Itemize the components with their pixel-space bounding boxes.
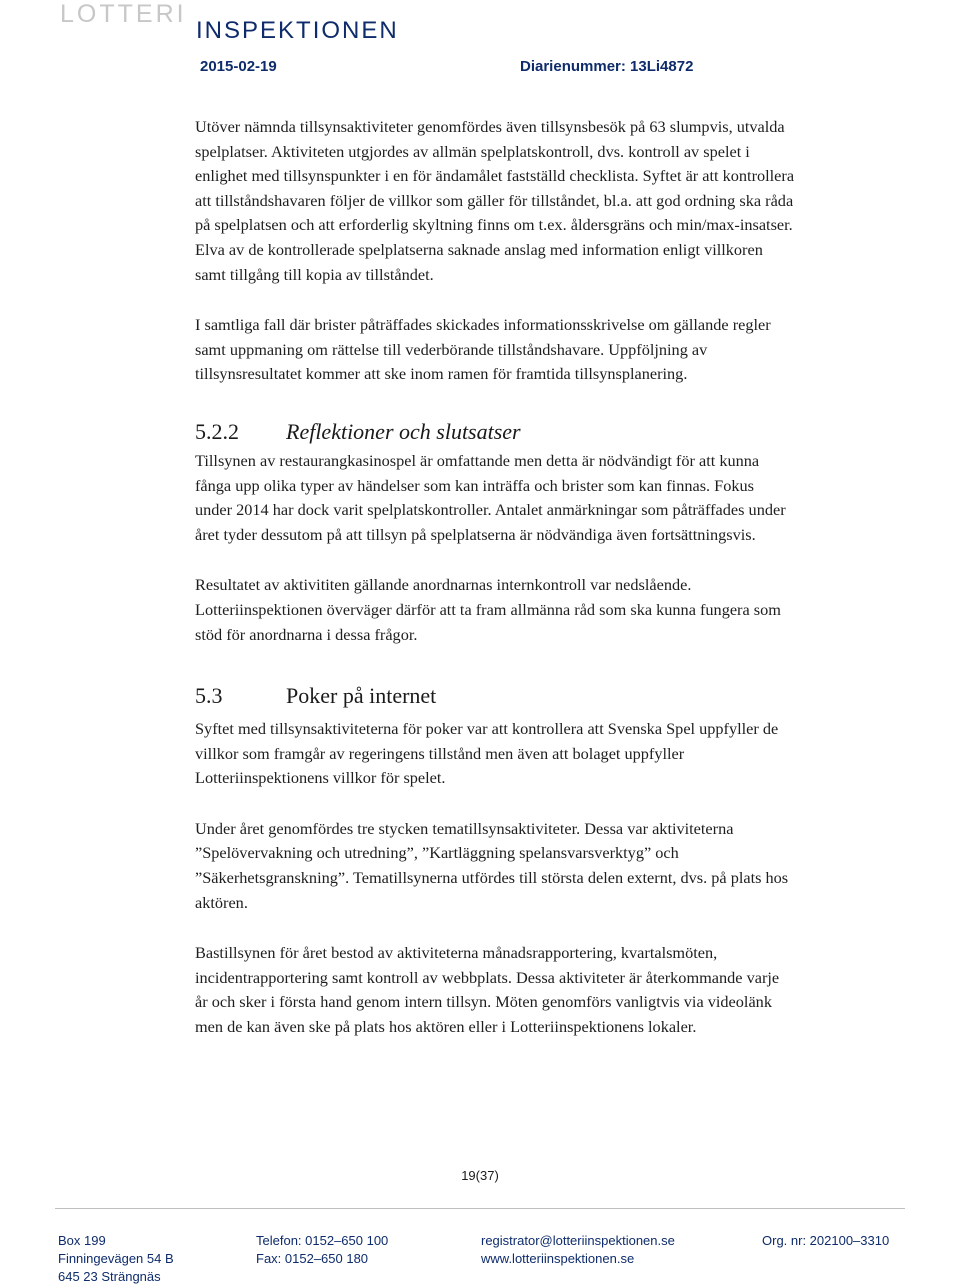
- paragraph-syftet-poker: Syftet med tillsynsaktiviteterna för poker var att kontrollera att Svenska Spel uppfyller de villkor som framgår av regeringens tillstånd men även att bolaget uppfyller Lotteriinspektionens villkor för spelet.: [195, 719, 779, 788]
- footer-address-line: Finningevägen 54 B: [58, 1251, 174, 1266]
- section-title: Reflektioner och slutsatser: [286, 418, 521, 444]
- footer-divider: [55, 1208, 905, 1209]
- page-number: 19(37): [461, 1168, 499, 1183]
- section-number: 5.3: [195, 683, 223, 709]
- paragraph-tematillsyn: Under året genomfördes tre stycken tematillsynsaktiviteter. Dessa var aktiviteterna ”Spelövervakning och utredning”, ”Kartläggning spelansvarsverktyg” och ”Säkerhetsgranskning”. Tematillsynerna utfördes till största delen externt, dvs. på plats hos aktören.: [195, 818, 789, 912]
- footer-address-line: Box 199: [58, 1233, 106, 1248]
- footer-contact: [481, 1232, 675, 1268]
- footer-phone-line: Telefon: 0152–650 100: [256, 1233, 389, 1248]
- paragraph-bastillsyn: Bastillsynen för året bestod av aktiviteterna månadsrapportering, kvartalsmöten, incidentrapportering samt kontroll av webbplats. Dessa aktiviteter är återkommande varje år och sker i första hand genom intern tillsyn. Möten genomförs vanligtvis via videolänk men de kan även ske på plats hos aktören eller i Lotteriinspektionens lokaler.: [195, 943, 780, 1037]
- logo-text-inspektionen: INSPEKTIONEN: [196, 17, 399, 44]
- section-number: 5.2.2: [195, 418, 239, 444]
- diarie-number: Diarienummer: 13Li4872: [520, 58, 694, 75]
- lotteriinspektionen-logo: [60, 0, 460, 44]
- section-heading-5-3: [195, 683, 795, 709]
- section-heading-5-2-2: [195, 419, 795, 445]
- footer-email-link[interactable]: registrator@lotteriinspektionen.se: [481, 1233, 675, 1248]
- logo-text-lotteri: LOTTERI: [60, 0, 187, 28]
- document-body: [195, 115, 795, 1040]
- paragraph-resultatet: Resultatet av aktivititen gällande anordnarnas internkontroll var nedslående. Lotteriinspektionen överväger därför att ta fram allmänna råd som ska kunna fungera som stöd för anordnarna i dessa frågor.: [195, 575, 781, 644]
- paragraph-informationsskrivelse: I samtliga fall där brister påträffades skickades informationsskrivelse om gällande regler samt uppmaning om rättelse till vederbörande tillståndshavare. Uppföljning av tillsynsresultatet kommer att ske inom ramen för framtida tillsynsplanering.: [195, 315, 771, 384]
- paragraph-spelplatser: Utöver nämnda tillsynsaktiviteter genomfördes även tillsynsbesök på 63 slumpvis, utvalda spelplatser. Aktiviteten utgjordes av allmän spelplatskontroll, dvs. kontroll av spelet i enlighet med tillsynspunkter i en för ändamålet fastställd checklista. Syftet är att kontrollera att tillståndshavaren följer de villkor som gäller för tillståndet, bl.a. att god ordning ska råda på spelplatsen och att erforderlig skyltning finns om t.ex. åldersgräns och min/max-insatser. Elva av de kontrollerade spelplatserna saknade anslag med information enligt villkoren samt tillgång till kopia av tillståndet.: [195, 117, 795, 284]
- footer-address-line: 645 23 Strängnäs: [58, 1269, 161, 1284]
- footer-org-number: Org. nr: 202100–3310: [762, 1233, 890, 1248]
- footer-org: [762, 1232, 889, 1250]
- footer-phone: [256, 1232, 388, 1268]
- footer-address: [58, 1232, 174, 1286]
- footer-website-link[interactable]: www.lotteriinspektionen.se: [481, 1251, 635, 1266]
- document-date: 2015-02-19: [200, 58, 277, 75]
- paragraph-tillsynen: Tillsynen av restaurangkasinospel är omfattande men detta är nödvändigt för att kunna fånga upp olika typer av händelser som kan inträffa och brister som kan finnas. Fokus under 2014 har dock varit spelplatskontroller. Antalet anmärkningar som påträffades under året tyder dessutom på att tillsyn på spelplatserna är nödvändiga även fortsättningsvis.: [195, 450, 786, 544]
- footer-fax-line: Fax: 0152–650 180: [256, 1251, 369, 1266]
- section-title: Poker på internet: [286, 683, 437, 709]
